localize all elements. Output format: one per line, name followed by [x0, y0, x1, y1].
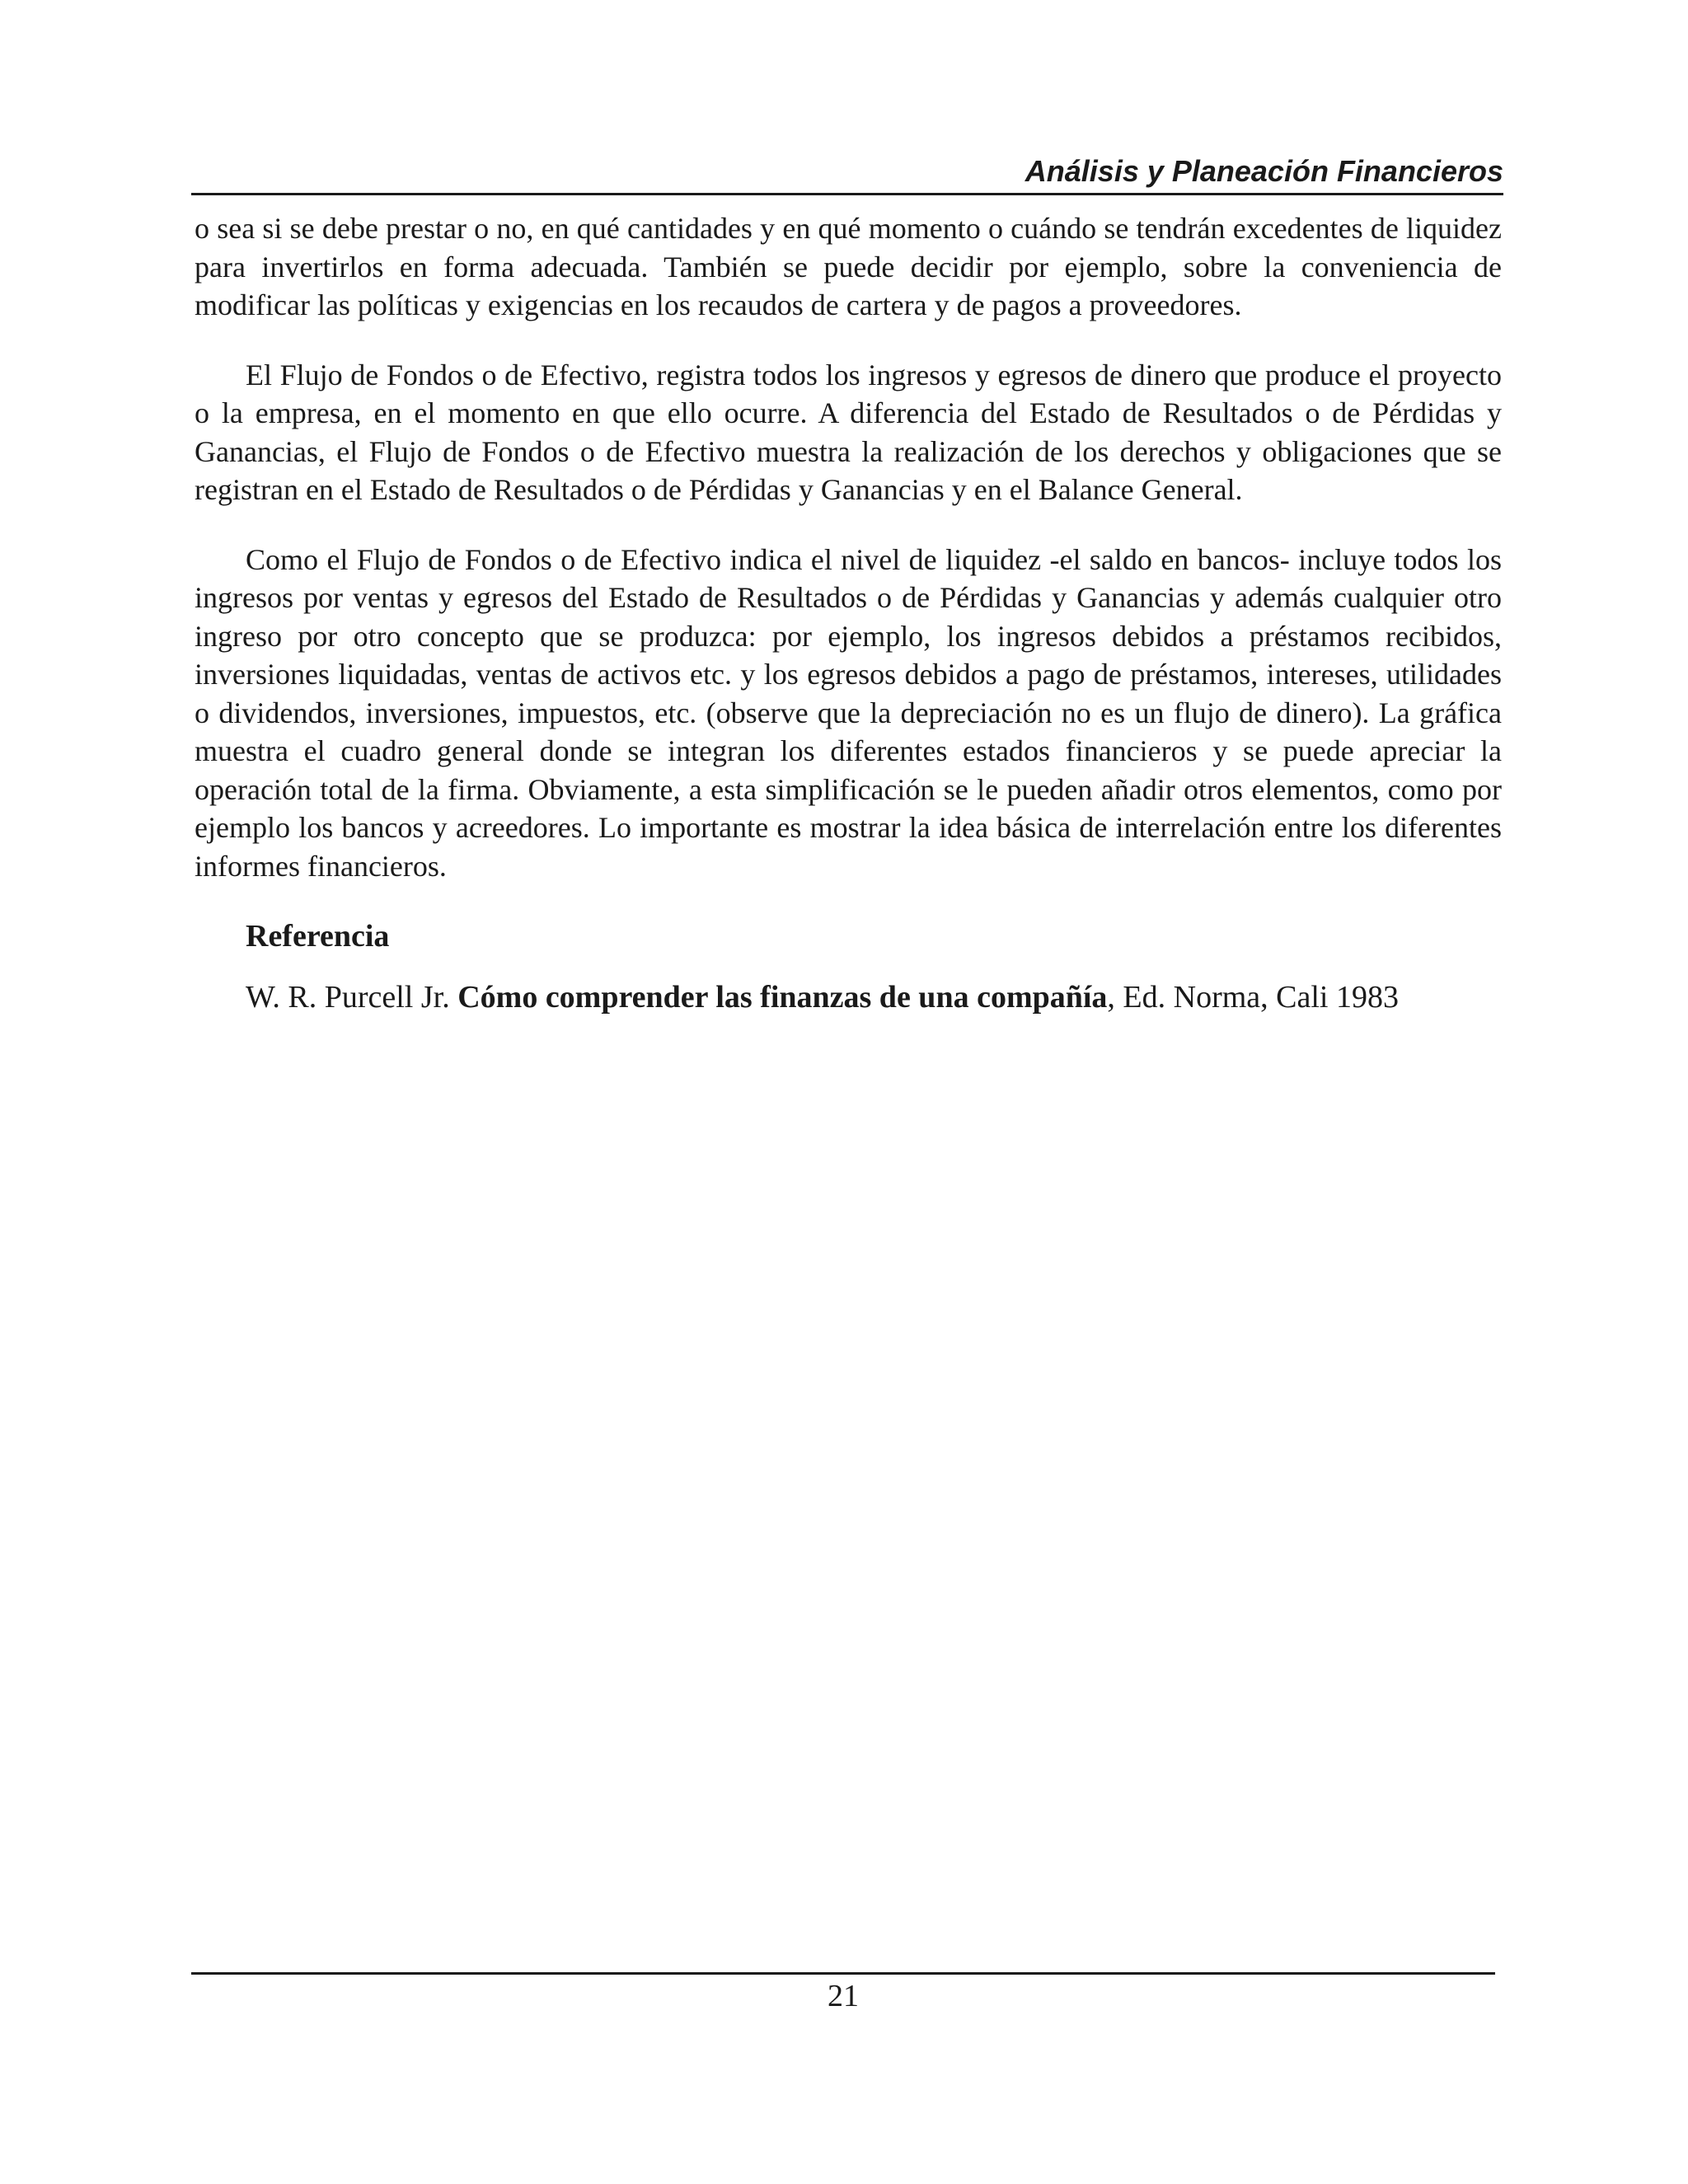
header-rule [191, 193, 1503, 195]
reference-publisher: , Ed. Norma, Cali 1983 [1107, 980, 1399, 1015]
page-number: 21 [828, 1979, 859, 2013]
running-header: Análisis y Planeación Financieros [1025, 154, 1503, 188]
paragraph-nivel-de-liquidez: Como el Flujo de Fondos o de Efectivo indica el nivel de liquidez -el saldo en bancos- incluye todos los ingresos por ventas y egresos del Estado de Resultados o de Pérdidas y Ganancias y además cualquier otro ingreso por otro concepto que se produzca: por ejemplo, los ingresos debidos a préstamos recibidos, inversiones liquidadas, ventas de activos etc. y los egresos debidos a pago de préstamos, intereses, utilidades o dividendos, inversiones, impuestos, etc. (observe que la depreciación no es un flujo de dinero). La gráfica muestra el cuadro general donde se integran los diferentes estados financieros y se puede apreciar la operación total de la firma. Obviamente, a esta simplificación se le pueden añadir otros elementos, como por ejemplo los bancos y acreedores. Lo importante es mostrar la idea básica de interrelación entre los diferentes informes financieros. [195, 542, 1502, 883]
paragraph-continuation: o sea si se debe prestar o no, en qué cantidades y en qué momento o cuándo se tendrán excedentes de liquidez para invertirlos en forma adecuada. También se puede decidir por ejemplo, sobre la conveniencia de modificar las políticas y exigencias en los recaudos de cartera y de pagos a proveedores. [195, 212, 1502, 321]
paragraph-flujo-de-fondos: El Flujo de Fondos o de Efectivo, registra todos los ingresos y egresos de dinero que produce el proyecto o la empresa, en el momento en que ello ocurre. A diferencia del Estado de Resultados o de Pérdidas y Ganancias, el Flujo de Fondos o de Efectivo muestra la realización de los derechos y obligaciones que se registran en el Estado de Resultados o de Pérdidas y Ganancias y en el Balance General. [195, 358, 1502, 506]
reference-heading: Referencia [246, 919, 390, 954]
reference-author: W. R. Purcell Jr. [246, 980, 458, 1015]
footer-rule [191, 1972, 1495, 1975]
reference-title: Cómo comprender las finanzas de una compañía [457, 980, 1108, 1015]
body-text [195, 209, 1502, 1017]
reference-entry [246, 977, 1502, 1017]
